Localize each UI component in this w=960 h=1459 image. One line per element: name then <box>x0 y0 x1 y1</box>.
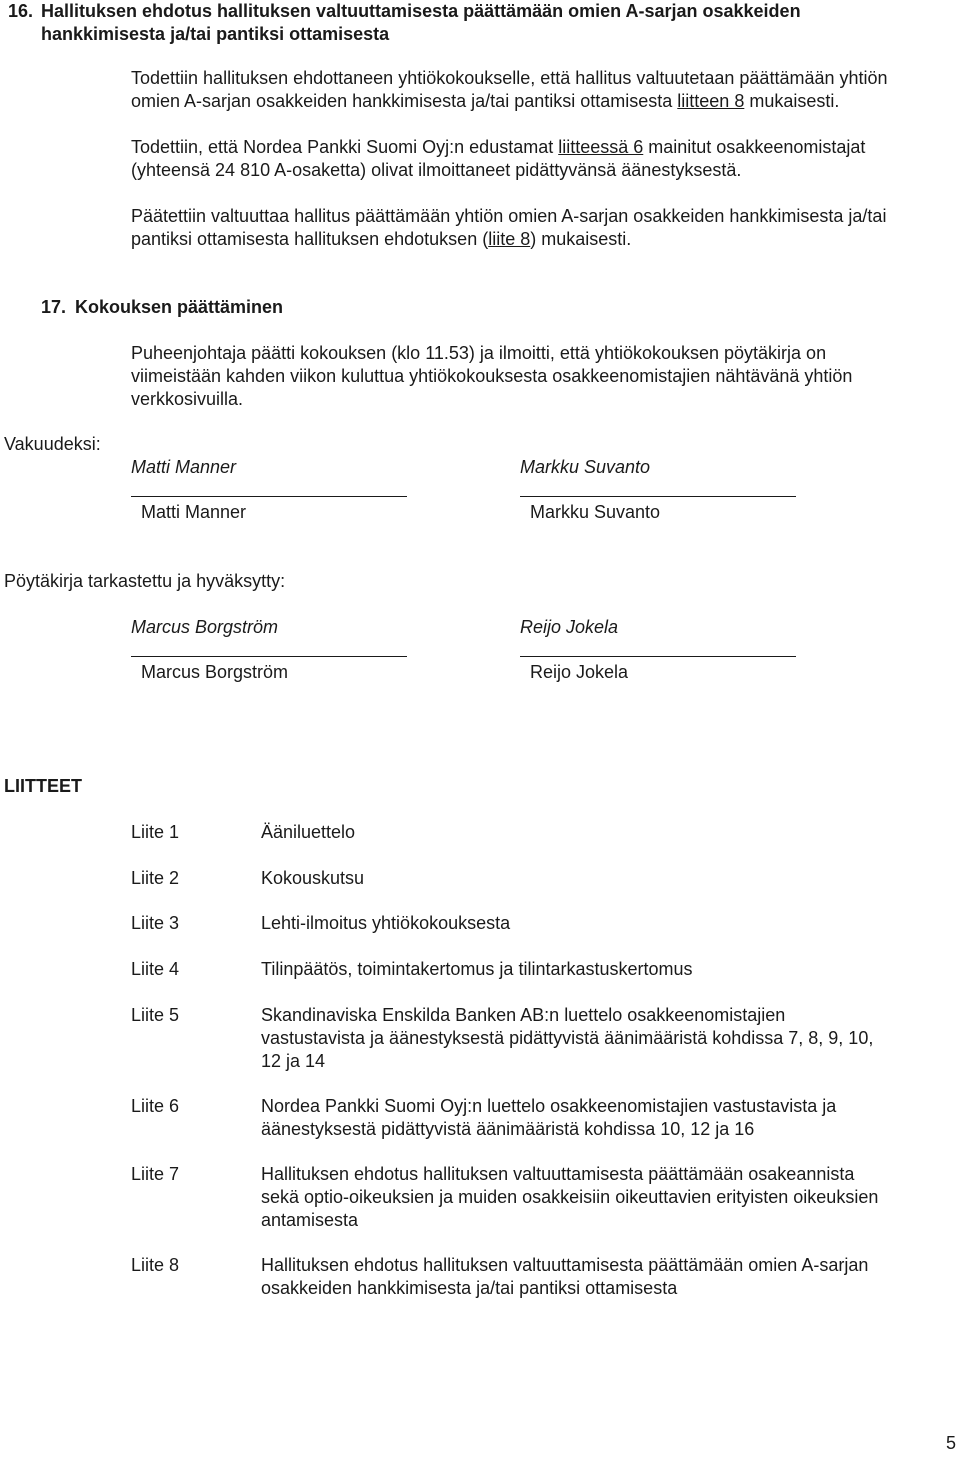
appendix-7-line2: sekä optio-oikeuksien ja muiden osakkeisiin oikeuttavien erityisten oikeuksien <box>261 1187 879 1207</box>
appendix-2-description <box>261 867 951 890</box>
signature-line-2 <box>520 496 796 497</box>
appendix-8-description <box>261 1254 951 1300</box>
signer-name-marcus-borgstrom: Marcus Borgström <box>141 662 289 682</box>
signature-line-3 <box>131 656 407 657</box>
appendix-7-id: Liite 7 <box>131 1164 180 1184</box>
appendix-3-line1: Lehti-ilmoitus yhtiökokouksesta <box>261 913 511 933</box>
appendix-5-line3: 12 ja 14 <box>261 1051 326 1071</box>
signature-line-4 <box>520 656 796 657</box>
section-16-title-line2: hankkimisesta ja/tai pantiksi ottamisesta <box>41 24 390 44</box>
appendix-8-line2: osakkeiden hankkimisesta ja/tai pantiksi ottamisesta <box>261 1278 678 1298</box>
paragraph-2-text-end: mainitut osakkeenomistajat <box>643 137 866 157</box>
appendix-5-id: Liite 5 <box>131 1005 180 1025</box>
appendix-4-line1: Tilinpäätös, toimintakertomus ja tilintarkastuskertomus <box>261 959 693 979</box>
appendix-8-reference: liitteen 8 <box>677 91 745 111</box>
paragraph-3-text: pantiksi ottamisesta hallituksen ehdotuksen ( <box>131 229 489 249</box>
paragraph-3-text-end: ) mukaisesti. <box>530 229 632 249</box>
appendix-6-description <box>261 1095 951 1141</box>
appendix-5-description <box>261 1004 951 1073</box>
paragraph-2-line2: (yhteensä 24 810 A-osaketta) olivat ilmoittaneet pidättyvänsä äänestyksestä. <box>131 160 742 180</box>
section-17-line1: Puheenjohtaja päätti kokouksen (klo 11.53) ja ilmoitti, että yhtiökokouksen pöytäkirja on <box>131 343 827 363</box>
appendix-6-reference: liitteessä 6 <box>558 137 644 157</box>
appendix-4-id: Liite 4 <box>131 959 180 979</box>
signature-matti-manner: Matti Manner <box>131 457 237 477</box>
appendix-6-line2: äänestyksestä pidättyvistä äänimääristä kohdissa 10, 12 ja 16 <box>261 1119 755 1139</box>
signature-reijo-jokela: Reijo Jokela <box>520 617 619 637</box>
signature-line-1 <box>131 496 407 497</box>
section-17-number: 17. <box>41 297 67 317</box>
section-16-paragraph-2 <box>131 136 959 182</box>
appendix-8-reference-2: liite 8 <box>488 229 531 249</box>
section-17-line2: viimeistään kahden viikon kuluttua yhtiökokouksesta osakkeenomistajien nähtävänä yhtiön <box>131 366 853 386</box>
appendix-7-line3: antamisesta <box>261 1210 359 1230</box>
appendix-4-description <box>261 958 951 981</box>
appendix-6-id: Liite 6 <box>131 1096 180 1116</box>
paragraph-1-line2 <box>131 90 959 113</box>
vakuudeksi-label: Vakuudeksi: <box>4 434 101 454</box>
appendix-8-id: Liite 8 <box>131 1255 180 1275</box>
appendix-8-line1: Hallituksen ehdotus hallituksen valtuuttamisesta päättämään omien A-sarjan <box>261 1255 869 1275</box>
page-number: 5 <box>946 1433 957 1453</box>
appendix-2-id: Liite 2 <box>131 868 180 888</box>
section-16-paragraph-3 <box>131 205 959 251</box>
section-17-line3: verkkosivuilla. <box>131 389 244 409</box>
section-16-title <box>41 0 801 46</box>
signer-name-reijo-jokela: Reijo Jokela <box>530 662 629 682</box>
paragraph-3-line1: Päätettiin valtuuttaa hallitus päättämään yhtiön omien A-sarjan osakkeiden hankkimisesta ja/tai <box>131 206 887 226</box>
paragraph-2-text: Todettiin, että Nordea Pankki Suomi Oyj:n edustamat <box>131 137 559 157</box>
section-16-title-line1: Hallituksen ehdotus hallituksen valtuuttamisesta päättämään omien A-sarjan osakkeiden <box>41 1 801 21</box>
section-17-paragraph <box>131 342 959 411</box>
paragraph-1-text-end: mukaisesti. <box>744 91 840 111</box>
section-17-title: Kokouksen päättäminen <box>75 297 284 317</box>
signer-name-matti-manner: Matti Manner <box>141 502 247 522</box>
approved-label: Pöytäkirja tarkastettu ja hyväksytty: <box>4 571 286 591</box>
appendix-6-line1: Nordea Pankki Suomi Oyj:n luettelo osakkeenomistajien vastustavista ja <box>261 1096 837 1116</box>
appendix-5-line2: vastustavista ja äänestyksestä pidättyvistä äänimääristä kohdissa 7, 8, 9, 10, <box>261 1028 874 1048</box>
signer-name-markku-suvanto: Markku Suvanto <box>530 502 661 522</box>
paragraph-3-line2 <box>131 228 959 251</box>
appendices-heading: LIITTEET <box>4 776 82 796</box>
appendix-7-line1: Hallituksen ehdotus hallituksen valtuuttamisesta päättämään osakeannista <box>261 1164 855 1184</box>
paragraph-2-line1 <box>131 136 959 159</box>
appendix-3-id: Liite 3 <box>131 913 180 933</box>
section-16-paragraph-1 <box>131 67 959 113</box>
signature-marcus-borgstrom: Marcus Borgström <box>131 617 279 637</box>
appendix-1-id: Liite 1 <box>131 822 180 842</box>
appendix-7-description <box>261 1163 951 1232</box>
signature-markku-suvanto: Markku Suvanto <box>520 457 651 477</box>
paragraph-1-text: omien A-sarjan osakkeiden hankkimisesta ja/tai pantiksi ottamisesta <box>131 91 678 111</box>
appendix-3-description <box>261 912 951 935</box>
appendix-2-line1: Kokouskutsu <box>261 868 365 888</box>
paragraph-1-line1: Todettiin hallituksen ehdottaneen yhtiökokoukselle, että hallitus valtuutetaan päättämään yhtiön <box>131 68 888 88</box>
section-16-number: 16. <box>8 1 34 21</box>
appendix-5-line1: Skandinaviska Enskilda Banken AB:n luettelo osakkeenomistajien <box>261 1005 786 1025</box>
appendix-1-line1: Ääniluettelo <box>261 822 356 842</box>
appendix-1-description <box>261 821 951 844</box>
